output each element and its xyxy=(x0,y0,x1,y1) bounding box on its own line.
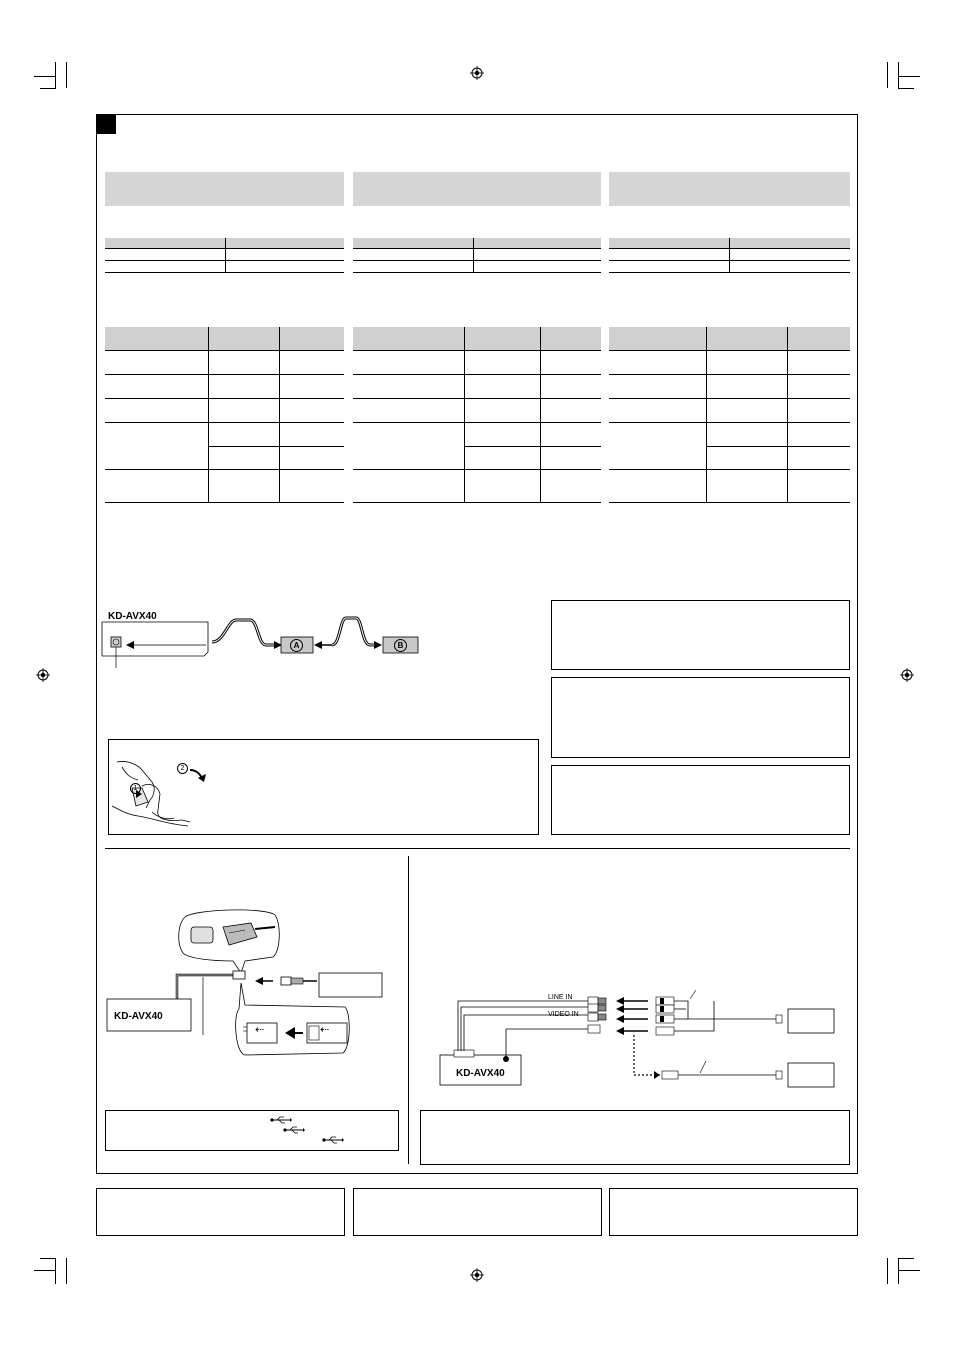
column-2-header xyxy=(353,172,601,206)
hand-illustration xyxy=(112,752,222,832)
usb-icon xyxy=(283,1125,305,1135)
usb-connection-diagram xyxy=(105,905,390,1065)
bottom-box-3 xyxy=(609,1188,858,1236)
connector-a-label: A xyxy=(290,639,303,652)
usb-note-box xyxy=(105,1110,399,1151)
registration-mark-icon xyxy=(470,1268,484,1282)
column-3-small-table xyxy=(609,238,850,273)
line-in-label: LINE IN xyxy=(548,994,573,1001)
connector-b-label: B xyxy=(394,639,407,652)
registration-mark-icon xyxy=(470,66,484,80)
av-model-label: KD-AVX40 xyxy=(456,1068,505,1079)
bottom-box-2 xyxy=(353,1188,602,1236)
column-1-spec-table xyxy=(105,327,344,503)
video-in-label: VIDEO IN xyxy=(548,1011,579,1018)
column-2-spec-table xyxy=(353,327,601,503)
bottom-box-1 xyxy=(96,1188,345,1236)
registration-mark-icon xyxy=(900,668,914,682)
model-label: KD-AVX40 xyxy=(108,611,157,622)
connection-diagram xyxy=(100,600,430,675)
registration-mark-icon xyxy=(36,668,50,682)
info-box-3 xyxy=(551,765,850,835)
column-3-spec-table xyxy=(609,327,850,503)
step-2-label: 2 xyxy=(177,763,188,774)
info-box-2 xyxy=(551,677,850,758)
usb-icon: ⇠ xyxy=(255,1024,265,1036)
usb-icon xyxy=(322,1135,344,1145)
step-1-label: 1 xyxy=(130,783,141,794)
section-marker xyxy=(96,114,116,134)
column-1-header xyxy=(105,172,344,206)
av-note-box xyxy=(420,1110,850,1165)
info-box-1 xyxy=(551,600,850,670)
usb-model-label: KD-AVX40 xyxy=(114,1011,163,1022)
column-3-header xyxy=(609,172,850,206)
column-2-small-table xyxy=(353,238,601,273)
usb-icon xyxy=(270,1115,292,1125)
horizontal-divider xyxy=(105,848,850,849)
column-1-small-table xyxy=(105,238,344,273)
vertical-divider xyxy=(408,856,409,1164)
usb-icon: ⇠ xyxy=(320,1024,330,1036)
